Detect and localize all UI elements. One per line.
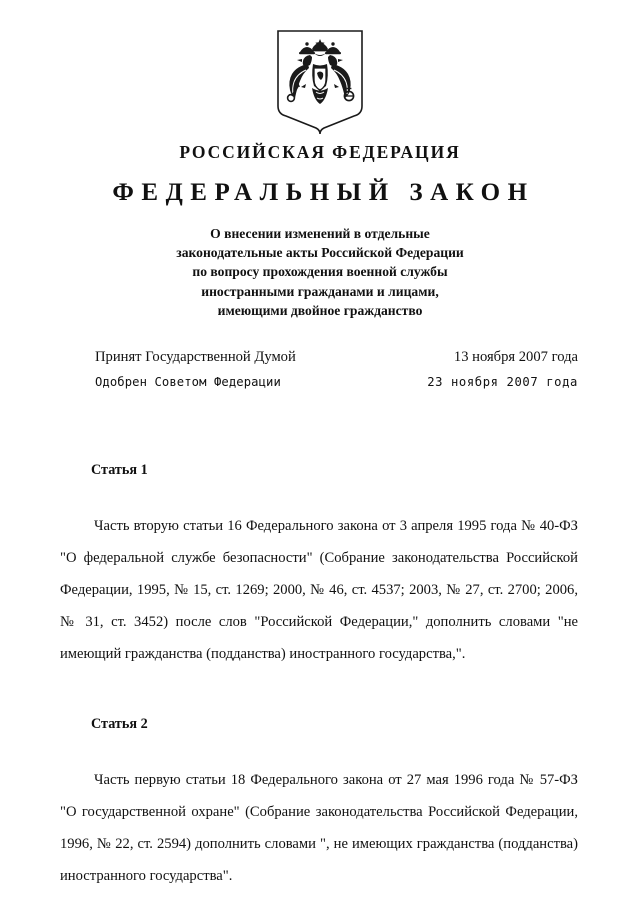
subtitle-line-3: по вопросу прохождения военной службы — [192, 264, 448, 280]
russian-coat-of-arms-icon — [272, 28, 368, 140]
article-1 — [60, 462, 578, 670]
subtitle-line-4: иностранными гражданами и лицами, — [201, 283, 439, 299]
article-2-text: Часть первую статьи 18 Федерального закона от 27 мая 1996 года № 57-ФЗ "О государственной охране" (Собрание законодательства Российской Федерации, 1996, № 22, ст. 2594) дополнить словами ", не имеющих гражданства (подданства) иностранного государства". — [60, 772, 578, 884]
article-2 — [60, 716, 578, 892]
subtitle-line-5: имеющими двойное гражданство — [217, 302, 423, 318]
article-2-heading: Статья 2 — [91, 716, 148, 732]
adoption-council-row — [95, 375, 578, 389]
article-1-heading: Статья 1 — [91, 462, 148, 478]
adoption-duma-row — [95, 349, 578, 366]
adoption-council-label: Одобрен Советом Федерации — [95, 375, 281, 389]
title-block — [0, 143, 640, 207]
adoption-duma-date: 13 ноября 2007 года — [453, 349, 578, 365]
document-body — [60, 462, 578, 892]
subtitle-line-2: законодательные акты Российской Федерации — [176, 245, 464, 261]
adoption-duma-label: Принят Государственной Думой — [95, 349, 296, 365]
law-title: ФЕДЕРАЛЬНЫЙ ЗАКОН — [112, 179, 535, 207]
article-1-text: Часть вторую статьи 16 Федерального закона от 3 апреля 1995 года № 40-ФЗ "О федеральной службе безопасности" (Собрание законодательства Российской Федерации, 1995, № 15, ст. 1269; 2000, № 46, ст. 4537; 2003, № 27, ст. 2700; 2006, № 31, ст. 3452) после слов "Российской Федерации," дополнить словами "не имеющий гражданства (подданства) иностранного государства,". — [60, 518, 578, 662]
law-subtitle — [120, 224, 520, 320]
country-title: РОССИЙСКАЯ ФЕДЕРАЦИЯ — [179, 142, 461, 162]
adoption-council-date: 23 ноября 2007 года — [427, 375, 578, 389]
subtitle-line-1: О внесении изменений в отдельные — [210, 226, 430, 241]
coat-of-arms-container — [0, 28, 640, 140]
